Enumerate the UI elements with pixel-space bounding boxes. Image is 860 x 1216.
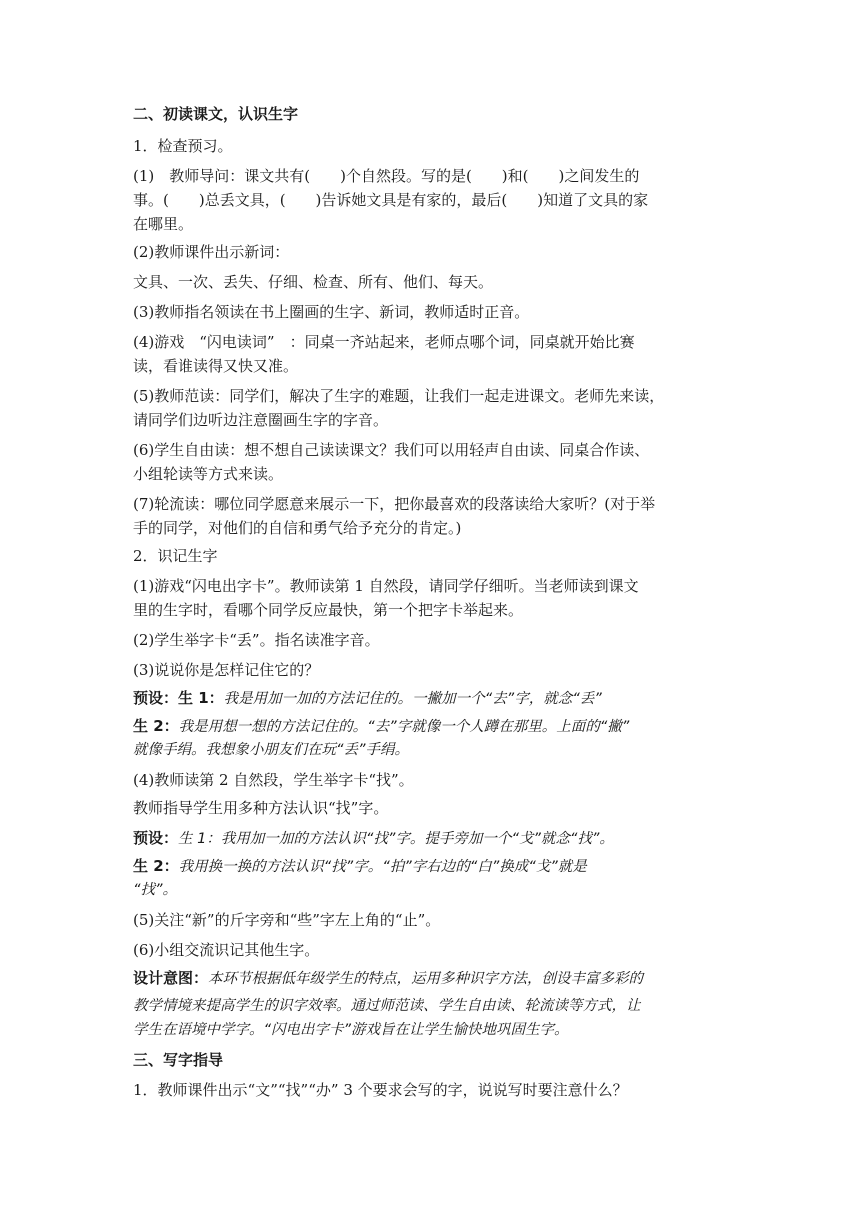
preset-1-text: 我是用加一加的方法记住的。一撇加一个“去”字，就念“丢” (223, 691, 602, 707)
item-4: (4)教师读第 2 自然段，学生举字卡“找”。 (133, 771, 414, 789)
paragraph-1-line-1: (1) 教师导问：课文共有( )个自然段。写的是( )和( )之间发生的 (133, 167, 640, 185)
subsection-title-2: 2．识记生字 (133, 547, 218, 565)
design-intent-label: 设计意图： (133, 969, 209, 987)
design-intent-line-3: 学生在语境中学字。“闪电出字卡”游戏旨在让学生愉快地巩固生字。 (133, 1022, 569, 1038)
section-heading-3: 三、写字指导 (133, 1051, 224, 1069)
preset-2-label: 生 2： (133, 717, 179, 735)
paragraph-1-line-3: 在哪里。 (133, 215, 194, 233)
preset-3-label: 预设： (133, 829, 179, 847)
section-heading-2: 二、初读课文，认识生字 (133, 105, 299, 123)
paragraph-2-words: 文具、一次、丢失、仔细、检查、所有、他们、每天。 (133, 273, 494, 291)
preset-2-text: 我是用想一想的方法记住的。“去”字就像一个人蹲在那里。上面的“撇” (178, 719, 630, 735)
preset-1-label: 预设：生 1： (133, 689, 224, 707)
writing-item-1: 1．教师课件出示“文”“找”“办” 3 个要求会写的字，说说写时要注意什么？ (133, 1081, 628, 1099)
paragraph-4-line-2: 读，看谁读得又快又准。 (133, 357, 299, 375)
paragraph-5-line-1: (5)教师范读：同学们，解决了生字的难题，让我们一起走进课文。老师先来读， (133, 387, 665, 405)
preset-2-line-2: 就像手绢。我想象小朋友们在玩“丢”手绢。 (133, 742, 410, 758)
paragraph-6-line-1: (6)学生自由读：想不想自己读读课文？我们可以用轻声自由读、同桌合作读、 (133, 441, 650, 459)
design-intent-text-1: 本环节根据低年级学生的特点，运用多种识字方法，创设丰富多彩的 (208, 971, 644, 987)
preset-4-label: 生 2： (133, 857, 179, 875)
paragraph-1-line-2: 事。( )总丢文具，( )告诉她文具是有家的，最后( )知道了文具的家 (133, 191, 649, 209)
preset-1 (133, 688, 733, 709)
item-1-line-1: (1)游戏“闪电出字卡”。教师读第 1 自然段，请同学仔细听。当老师读到课文 (133, 577, 639, 595)
design-intent-line-1 (133, 968, 733, 989)
item-4-sub: 教师指导学生用多种方法认识“找”字。 (133, 799, 389, 817)
paragraph-3: (3)教师指名领读在书上圈画的生字、新词，教师适时正音。 (133, 303, 530, 321)
preset-4-text: 我用换一换的方法认识“找”字。“拍”字右边的“白”换成“戈”就是 (178, 859, 587, 875)
paragraph-4-line-1: (4)游戏 “闪电读词” ：同桌一齐站起来，老师点哪个词，同桌就开始比赛 (133, 333, 635, 351)
subsection-title-1: 1．检查预习。 (133, 137, 233, 155)
preset-3-text: 生 1：我用加一加的方法认识“找”字。提手旁加一个“戈”就念“找”。 (178, 831, 614, 847)
preset-4-line-2: “找”。 (133, 882, 178, 898)
preset-2 (133, 716, 733, 737)
paragraph-6-line-2: 小组轮读等方式来读。 (133, 465, 284, 483)
paragraph-7-line-2: 手的同学，对他们的自信和勇气给予充分的肯定。) (133, 519, 462, 537)
preset-3 (133, 828, 733, 849)
item-3: (3)说说你是怎样记住它的？ (133, 661, 320, 679)
item-6: (6)小组交流识记其他生字。 (133, 941, 320, 959)
item-5: (5)关注“新”的斤字旁和“些”字左上角的“止”。 (133, 911, 441, 929)
item-1-line-2: 里的生字时，看哪个同学反应最快，第一个把字卡举起来。 (133, 601, 524, 619)
paragraph-2: (2)教师课件出示新词： (133, 243, 290, 261)
item-2: (2)学生举字卡“丢”。指名读准字音。 (133, 631, 380, 649)
paragraph-5-line-2: 请同学们边听边注意圈画生字的字音。 (133, 411, 389, 429)
design-intent-line-2: 教学情境来提高学生的识字效率。通过师范读、学生自由读、轮流读等方式，让 (133, 998, 641, 1014)
preset-4 (133, 856, 733, 877)
paragraph-7-line-1: (7)轮流读：哪位同学愿意来展示一下，把你最喜欢的段落读给大家听？(对于举 (133, 495, 656, 513)
